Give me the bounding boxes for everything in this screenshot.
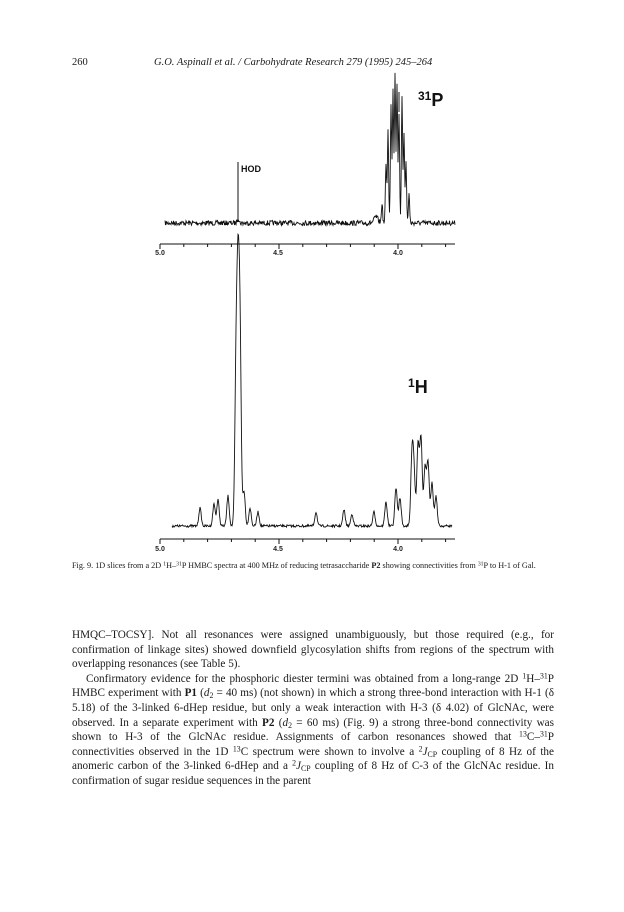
paragraph-1: HMQC–TOCSY]. Not all resonances were assigned unambiguously, but those required (e.g., for confirmation of linkage sites) showed downfield glycosylation shifts from regions of the spectrum with overlapping resonances (see Table 5). — [72, 629, 554, 671]
italic-symbol: d — [282, 716, 289, 729]
bottom-tick-label-4.0: 4.0 — [393, 546, 403, 553]
caption-text: H– — [166, 561, 177, 570]
top-spectrum-label-num: 31 — [418, 89, 432, 103]
top-tick-label-4.0: 4.0 — [393, 250, 403, 257]
text-run: C spectrum were shown to involve a — [240, 745, 419, 758]
caption-text: showing connectivities from — [380, 561, 478, 570]
superscript: 1 — [522, 671, 527, 681]
superscript: 2 — [418, 744, 423, 754]
superscript: 2 — [292, 758, 297, 768]
text-run: Confirmatory evidence for the phosphoric diester termini was obtained from a long-range 2D — [86, 672, 523, 685]
superscript: 31 — [539, 671, 548, 681]
italic-symbol: J — [422, 745, 428, 758]
bottom-tick-label-4.5: 4.5 — [273, 546, 283, 553]
caption-sup: 31 — [477, 561, 484, 568]
top-spectrum-trace — [165, 73, 455, 226]
text-run: coupling of 8 Hz of C-3 of the GlcNAc residue. In confirmation of sugar residue sequences in the parent — [72, 760, 554, 787]
caption-compound: P2 — [371, 561, 381, 570]
caption-text: P HMBC spectra at 400 MHz of reducing tetrasaccharide — [181, 561, 372, 570]
bottom-axis-ticks — [160, 539, 446, 544]
compound-p1: P1 — [184, 687, 197, 700]
caption-sup: 1 — [163, 561, 167, 568]
running-head: G.O. Aspinall et al. / Carbohydrate Research 279 (1995) 245–264 — [154, 57, 433, 68]
bottom-tick-label-5.0: 5.0 — [155, 546, 165, 553]
top-spectrum — [155, 73, 455, 257]
figure-caption — [72, 560, 554, 572]
text-run: P connectivities observed in the 1D — [72, 731, 554, 758]
caption-sup: 31 — [176, 561, 182, 568]
italic-symbol: d — [203, 687, 210, 700]
top-spectrum-label-letter: P — [431, 90, 444, 110]
subscript: 2 — [209, 691, 214, 701]
text-run: ( — [197, 687, 204, 700]
text-run: = 60 ms) (Fig. 9) a strong three-bond connectivity was shown to H-3 of the GlcNAc residue. Assignments of carbon resonances showed that — [72, 716, 554, 744]
caption-text: Fig. 9. 1D slices from a 2D — [72, 561, 164, 570]
text-run: ( — [274, 716, 283, 729]
caption-text: P to H-1 of Gal. — [483, 561, 536, 570]
italic-symbol: J — [296, 760, 301, 773]
bottom-spectrum — [155, 234, 455, 553]
compound-p2: P2 — [262, 716, 275, 729]
top-spectrum-label — [418, 89, 443, 110]
bottom-spectrum-label — [408, 376, 428, 397]
top-tick-label-5.0: 5.0 — [155, 250, 165, 257]
subscript: CP — [427, 749, 438, 759]
text-run: coupling of 8 Hz of the anomeric carbon of the 3-linked 6-dHep and a — [72, 745, 554, 773]
top-tick-label-4.5: 4.5 — [273, 250, 283, 257]
subscript: CP — [301, 764, 311, 774]
subscript: 2 — [288, 720, 293, 730]
bottom-spectrum-label-num: 1 — [408, 376, 415, 390]
superscript: 31 — [539, 729, 548, 739]
text-run: H– — [526, 672, 540, 685]
text-run: P HMBC experiment with — [72, 672, 554, 700]
superscript: 13 — [232, 744, 241, 754]
page-number: 260 — [72, 57, 88, 68]
text-run: = 40 ms) (not shown) in which a strong three-bond interaction with H-1 (δ 5.18) of the 3-linked 6-dHep residue, but only a weak interaction with H-3 (δ 4.02) of GlcNAc, were observed. In a separate experiment with — [72, 687, 554, 729]
text-run: C– — [526, 731, 540, 744]
superscript: 13 — [519, 729, 527, 739]
top-axis-ticks — [160, 244, 446, 249]
hod-label: HOD — [241, 164, 261, 174]
body-text — [72, 628, 554, 789]
paragraph-2 — [72, 672, 554, 789]
bottom-spectrum-label-letter: H — [414, 377, 428, 397]
